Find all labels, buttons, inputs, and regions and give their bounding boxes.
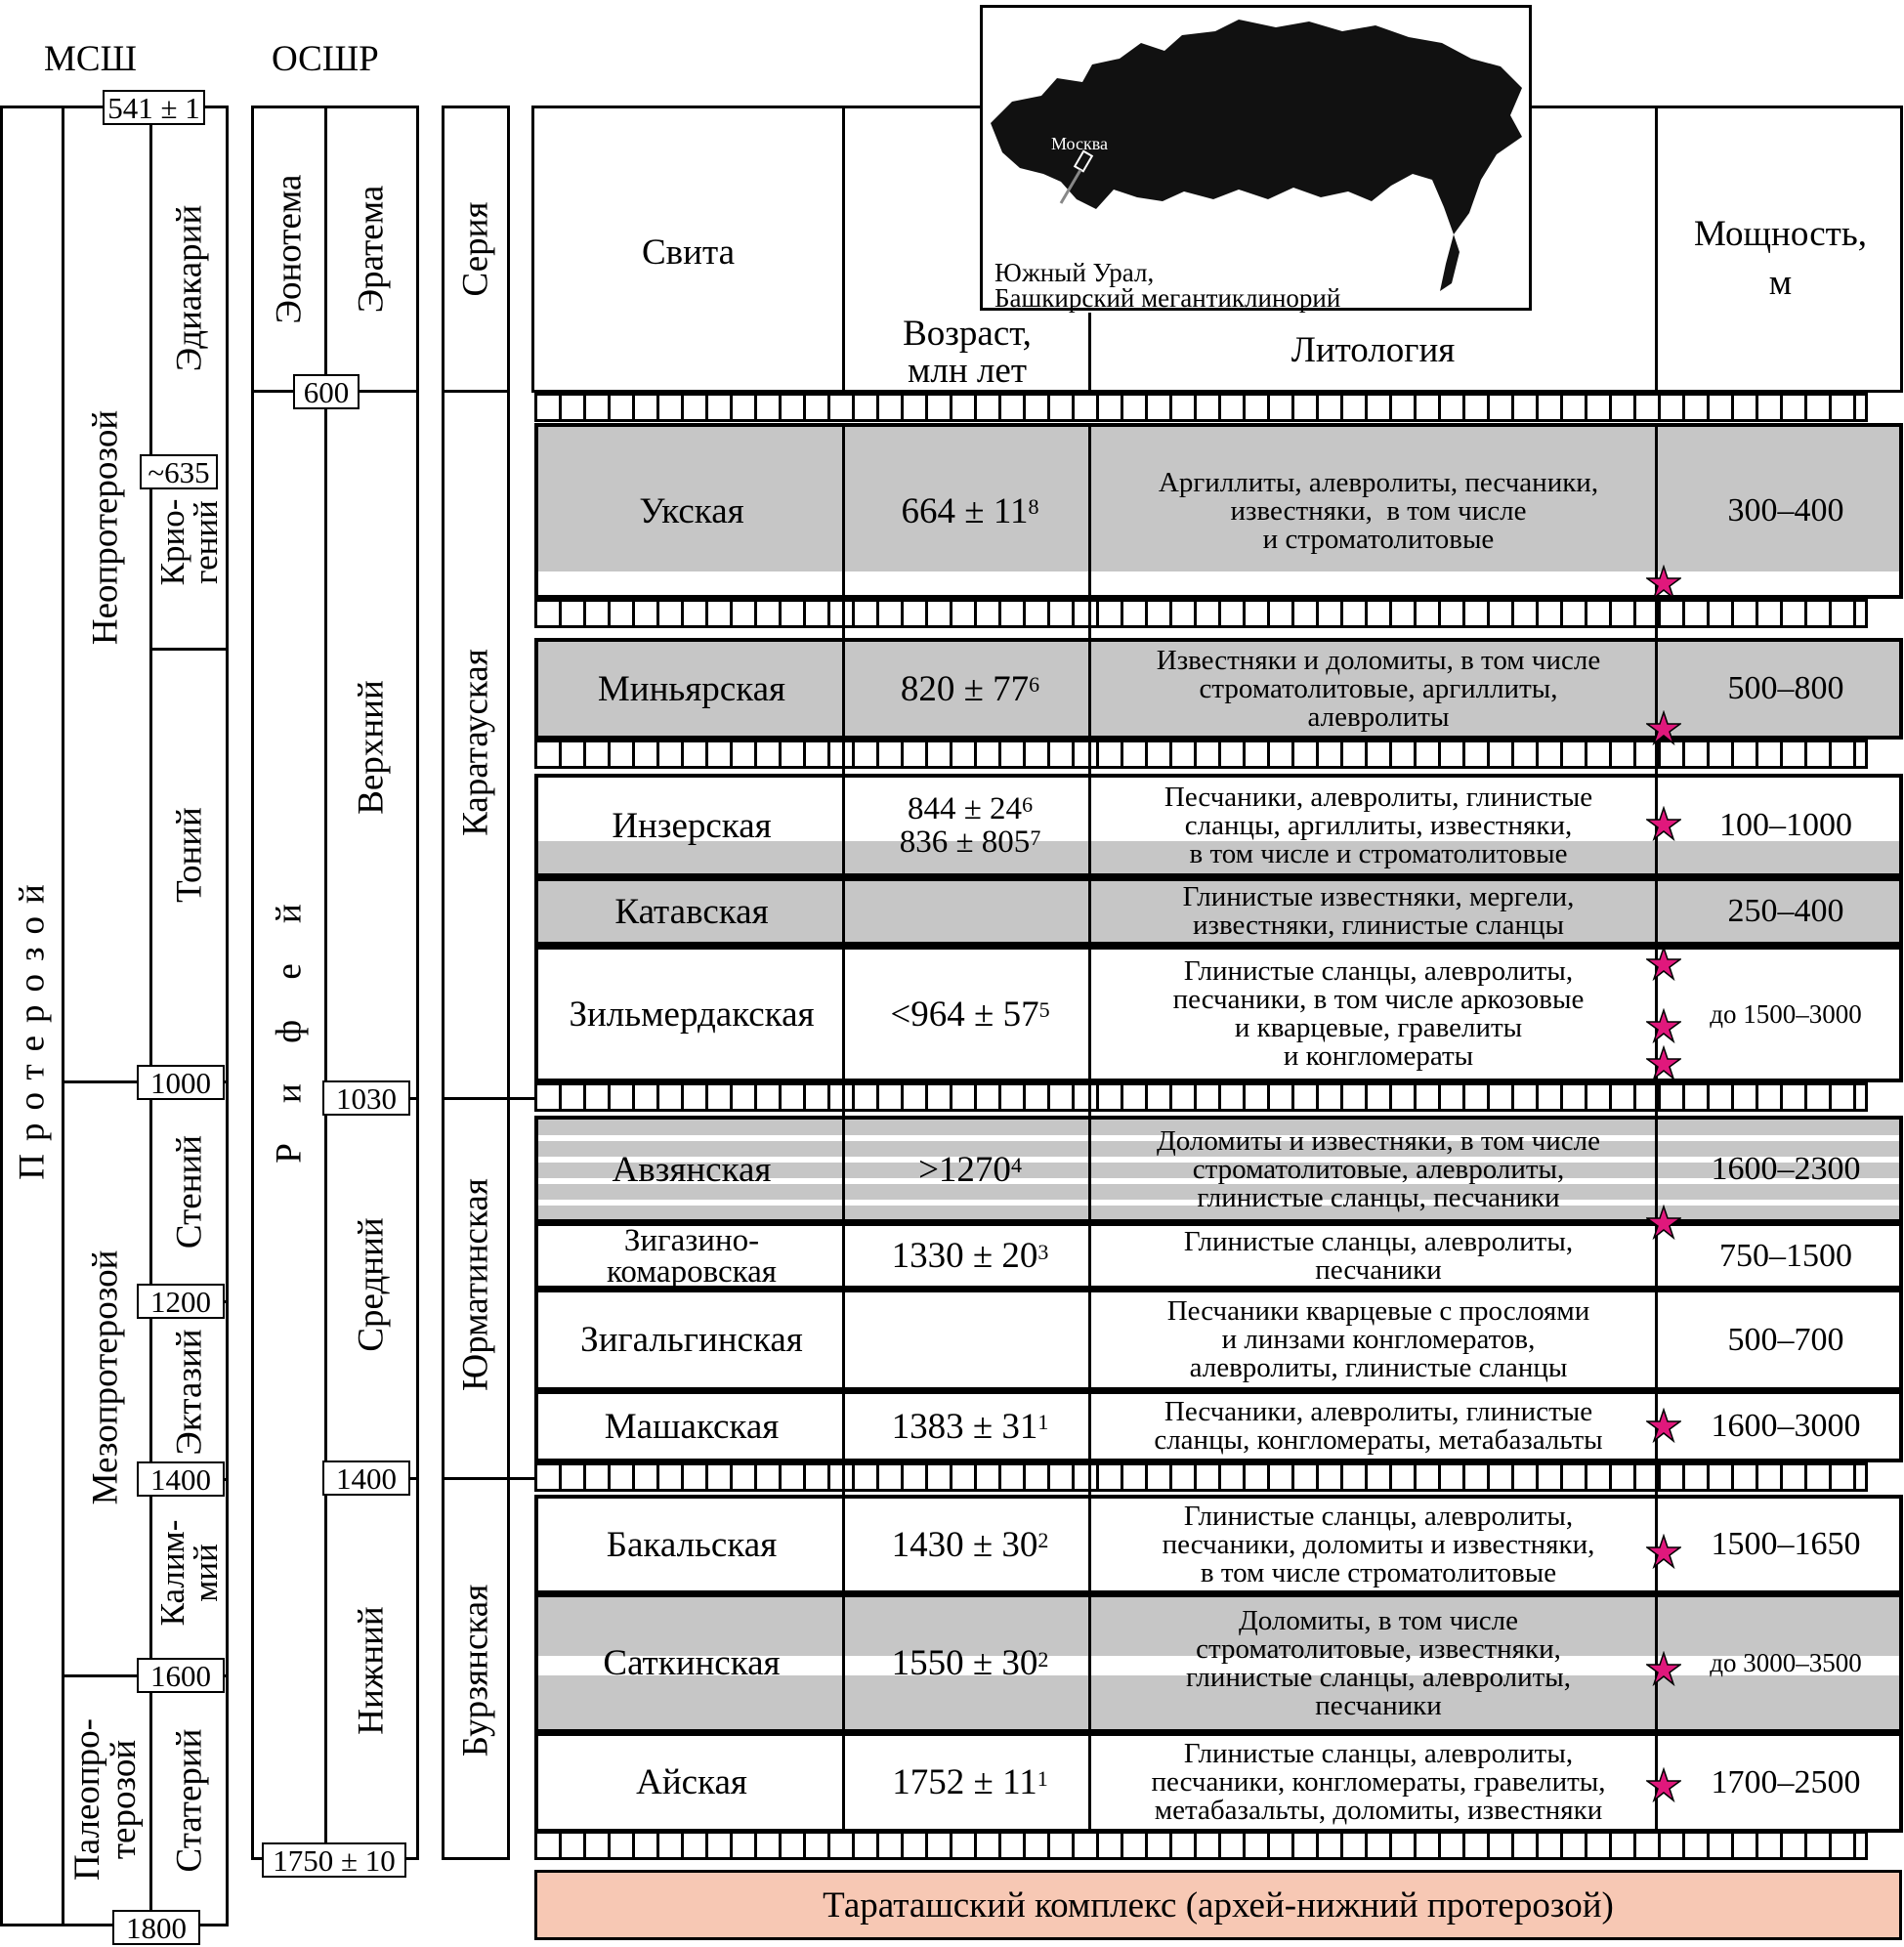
formation-row [534,1495,1903,1594]
formation-name: Саткинская [603,1643,781,1683]
boundary-1030: 1030 [322,1080,410,1116]
series-karatau: Каратауская [455,649,496,836]
star-icon [1646,1767,1681,1802]
formation-row [534,877,1903,946]
formation-age [848,1292,1092,1387]
msh-stenian: Стений [169,1134,210,1249]
boundary-541: 541 ± 1 [103,90,205,125]
formation-thickness: 300–400 [1727,492,1844,529]
boundary-600: 600 [293,374,360,409]
formation-age: 1383 ± 31 1 [891,1406,1049,1447]
formation-row [534,1290,1903,1391]
hatch-gap [534,599,1868,628]
msh-paleoproterozoic: Палеопро- терозой [67,1718,144,1881]
boundary-1000: 1000 [137,1065,225,1100]
formation-name: Укская [639,490,744,531]
boundary-1750: 1750 ± 10 [262,1842,406,1878]
boundary-1800: 1800 [112,1910,200,1945]
formation-thickness: 500–800 [1727,670,1844,706]
formation-name: Айская [636,1762,747,1802]
formation-row [534,423,1903,599]
formation-row [534,1594,1903,1733]
formation-thickness: 250–400 [1727,893,1844,929]
formation-name: Катавская [614,891,769,932]
formation-thickness: 1600–2300 [1711,1151,1861,1187]
star-icon [1646,565,1681,600]
osshr-upper: Верхний [351,680,392,815]
formation-row [534,946,1903,1082]
formation-name: Зигазино- комаровская [607,1222,777,1290]
boundary-1200: 1200 [137,1284,225,1319]
star-icon [1646,710,1681,745]
boundary-1400-msh: 1400 [137,1461,225,1497]
formation-thickness: 750–1500 [1719,1237,1852,1274]
msh-eonothem: Протерозой [12,871,53,1180]
formation-age: <964 ± 57 5 [890,994,1050,1035]
formation-thickness: 1500–1650 [1711,1526,1861,1562]
header-lithology: Литология [1290,330,1456,370]
boundary-1600: 1600 [137,1658,225,1693]
formation-name: Зигальгинская [580,1320,803,1360]
osshr-eonothem-header: Эонотема [269,174,310,324]
formation-row [534,1733,1903,1833]
formation-thickness: до 1500–3000 [1710,998,1862,1029]
osshr-riphean: Р и ф е й [269,888,310,1164]
formation-thickness: 1700–2500 [1711,1763,1861,1800]
star-icon [1646,1534,1681,1569]
formation-lithology: Песчаники, алевролиты, глинистые сланцы, конгломераты, метабазальты [1154,1396,1603,1456]
osshr-title: ОСШР [272,39,379,79]
formation-age: 664 ± 11 8 [901,490,1039,531]
boundary-635: ~635 [140,454,218,489]
hatch-gap [534,1831,1868,1860]
hatch-gap [534,1082,1868,1112]
basement-complex: Тараташский комплекс (архей-нижний протерозой) [534,1870,1902,1940]
msh-cryogenian: Крио- гений [153,498,225,586]
formation-age: 820 ± 77 6 [900,668,1040,709]
series-yurmatin: Юрматинская [455,1178,496,1391]
formation-lithology: Песчаники кварцевые с прослоями и линзами конгломератов, алевролиты, глинистые сланцы [1166,1295,1590,1383]
formation-row [534,1116,1903,1223]
star-icon [1646,1008,1681,1043]
series-header: Серия [455,201,496,297]
hatch-gap [534,393,1868,422]
msh-title: МСШ [44,39,137,79]
formation-lithology: Песчаники, алевролиты, глинистые сланцы, аргиллиты, известняки, в том числе и строматолитовые [1164,781,1593,869]
msh-mesoproterozoic: Мезопротерозой [85,1249,126,1505]
map-caption-2: Башкирский мегантиклинорий [994,283,1341,313]
formation-name: Машакская [604,1406,780,1447]
formation-lithology: Глинистые сланцы, алевролиты, песчаники, конгломераты, гравелиты, метабазальты, доломиты, известняки [1151,1738,1606,1826]
formation-lithology: Аргиллиты, алевролиты, песчаники, известняки, в том числе и строматолитовые [1158,466,1599,555]
map-inset [980,5,1532,311]
osshr-erathem-header: Эратема [351,185,392,314]
formation-age: 1752 ± 11 1 [892,1762,1048,1802]
formation-name: Миньярская [597,668,786,709]
formation-row [534,774,1903,877]
formation-thickness: 100–1000 [1719,807,1852,843]
formation-lithology: Глинистые сланцы, алевролиты, песчаники, в том числе аркозовые и кварцевые, гравелиты и конгломераты [1172,955,1585,1072]
formation-row [534,638,1903,740]
msh-statherian: Статерий [169,1728,210,1873]
star-icon [1646,1045,1681,1080]
formation-age: 1430 ± 30 2 [891,1524,1049,1565]
boundary-1400-osshr: 1400 [322,1460,410,1496]
star-icon [1646,1408,1681,1443]
msh-ediacaran: Эдиакарий [169,204,210,372]
formation-row [534,1223,1903,1290]
formation-name: Бакальская [606,1524,778,1565]
formation-thickness: 500–700 [1727,1321,1844,1358]
formation-lithology: Доломиты и известняки, в том числе строматолитовые, алевролиты, глинистые сланцы, песчаники [1156,1124,1601,1213]
series-burzyan: Бурзянская [455,1584,496,1757]
formation-age: 1550 ± 30 2 [891,1643,1049,1683]
map-caption-1: Южный Урал, [994,258,1155,287]
formation-lithology: Глинистые сланцы, алевролиты, песчаники [1183,1225,1574,1286]
msh-tonian: Тоний [169,807,210,903]
formation-name: Зильмердакская [569,994,815,1035]
osshr-middle: Средний [351,1217,392,1352]
star-icon [1646,806,1681,841]
formation-thickness: до 3000–3500 [1710,1648,1862,1677]
formation-age: >1270 4 [918,1149,1022,1190]
msh-calymmian: Калим- мий [153,1519,225,1627]
header-age: Возраст, млн лет [903,314,1032,391]
star-icon [1646,1651,1681,1686]
formation-age: 1330 ± 20 3 [891,1236,1049,1276]
formation-row [534,1391,1903,1462]
formation-name: Авзянская [612,1149,772,1190]
formation-name: Инзерская [612,805,772,846]
hatch-gap [534,1462,1868,1492]
formation-thickness: 1600–3000 [1711,1408,1861,1444]
star-icon [1646,946,1681,981]
formation-lithology: Известняки и доломиты, в том числе строматолитовые, аргиллиты, алевролиты [1156,644,1601,733]
header-svita: Свита [642,233,735,273]
formation-lithology: Глинистые сланцы, алевролиты, песчаники, доломиты и известняки, в том числе строматолитовые [1162,1500,1595,1588]
osshr-lower: Нижний [351,1606,392,1735]
msh-neoproterozoic: Неопротерозой [85,409,126,646]
header-thickness: Мощность, м [1694,214,1867,303]
formation-lithology: Глинистые известняки, мергели, известняки, глинистые сланцы [1182,881,1575,941]
map-city: Москва [1051,134,1108,153]
star-icon [1646,1205,1681,1240]
formation-age: $844 \pm 24^6$ $836 \pm 805^7$ [899,791,1041,860]
msh-ectasian: Эктазий [169,1329,210,1456]
formation-age [848,881,1092,942]
formation-lithology: Доломиты, в том числе строматолитовые, известняки, глинистые сланцы, алевролиты, песчаники [1185,1604,1572,1721]
